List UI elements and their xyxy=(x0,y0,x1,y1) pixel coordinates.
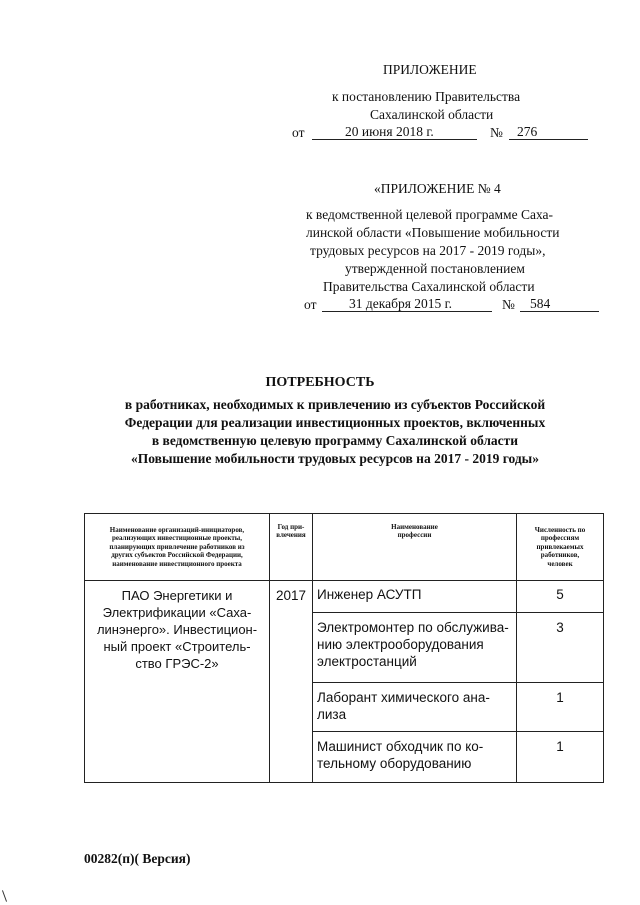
subheading-line-2: Федерации для реализации инвестиционных проектов, включенных xyxy=(124,415,546,430)
document-subheading xyxy=(70,396,600,468)
document-code: 00282(п)( Версия) xyxy=(84,851,191,866)
appendix4-number: 584 xyxy=(530,296,551,311)
count-cell: 1 xyxy=(517,683,604,732)
table-row xyxy=(85,581,604,613)
count-cell: 3 xyxy=(517,613,604,683)
count-cell: 5 xyxy=(517,581,604,613)
appendix4-line-5: Правительства Сахалинской области xyxy=(323,279,535,294)
appendix4-line-3: трудовых ресурсов на 2017 - 2019 годы», xyxy=(310,243,546,258)
appendix-date: 20 июня 2018 г. xyxy=(345,124,434,139)
appendix4-ot-label: от xyxy=(304,297,317,312)
year-cell: 2017 xyxy=(270,581,313,783)
profession-cell: Машинист обходчик по ко- тельному оборудованию xyxy=(313,732,517,783)
header-count: Численность по профессиям привлекаемых работников, человек xyxy=(517,514,604,581)
appendix-no-label: № xyxy=(490,125,503,140)
appendix4-line-4: утвержденной постановлением xyxy=(345,261,525,276)
scan-mark xyxy=(2,890,7,902)
subheading-line-1: в работниках, необходимых к привлечению из субъектов Российской xyxy=(124,397,546,412)
appendix4-date: 31 декабря 2015 г. xyxy=(349,296,453,311)
appendix-number: 276 xyxy=(517,124,538,139)
profession-cell: Лаборант химического ана- лиза xyxy=(313,683,517,732)
appendix4-title: «ПРИЛОЖЕНИЕ № 4 xyxy=(374,181,501,196)
header-org: Наименование организаций-инициаторов, реализующих инвестиционные проекты, планирующих привлечение работников из других субъектов Российской Федерации, наименование инвестиционного проекта xyxy=(85,514,270,581)
profession-cell: Инженер АСУТП xyxy=(313,581,517,613)
header-year: Год при- влечения xyxy=(270,514,313,581)
appendix4-no-label: № xyxy=(502,297,515,312)
appendix-line-1: к постановлению Правительства xyxy=(332,89,521,104)
appendix4-line-2: линской области «Повышение мобильности xyxy=(306,225,560,240)
appendix-line-2: Сахалинской области xyxy=(370,107,494,122)
count-cell: 1 xyxy=(517,732,604,783)
subheading-line-4: «Повышение мобильности трудовых ресурсов на 2017 - 2019 годы» xyxy=(131,451,539,466)
appendix4-line-1: к ведомственной целевой программе Саха- xyxy=(306,207,554,222)
document-heading: ПОТРЕБНОСТЬ xyxy=(265,375,375,390)
appendix-ot-label: от xyxy=(292,125,305,140)
profession-cell: Электромонтер по обслужива- нию электрооборудования электростанций xyxy=(313,613,517,683)
workers-demand-table xyxy=(84,513,604,783)
table-header-row xyxy=(85,514,604,581)
subheading-line-3: в ведомственную целевую программу Сахалинской области xyxy=(151,433,519,448)
header-profession: Наименование профессии xyxy=(313,514,517,581)
appendix-title: ПРИЛОЖЕНИЕ xyxy=(383,62,477,77)
org-cell: ПАО Энергетики и Электрификации «Саха- линэнерго». Инвестицион- ный проект «Строитель- ство ГРЭС-2» xyxy=(85,581,270,783)
